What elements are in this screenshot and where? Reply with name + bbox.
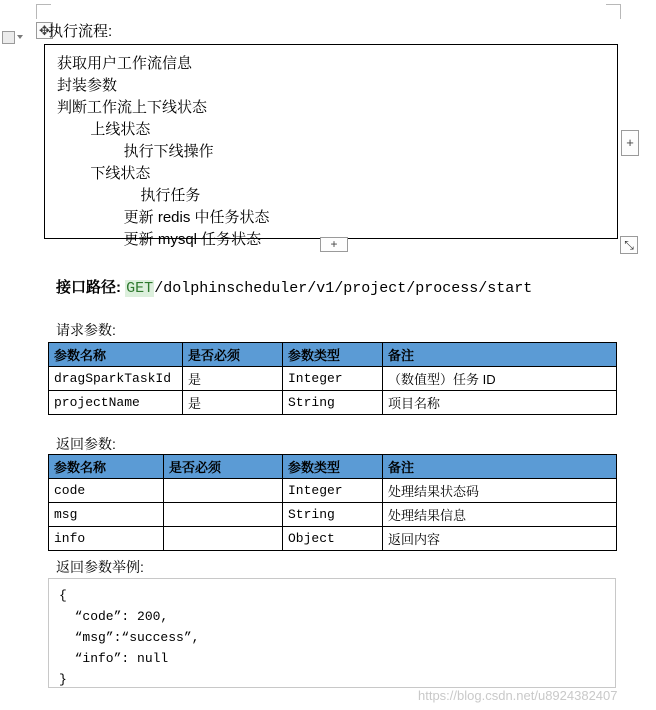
response-params-title: 返回参数: — [56, 436, 116, 452]
request-params-title: 请求参数: — [56, 322, 116, 338]
chevron-down-icon[interactable] — [17, 35, 23, 39]
cell-required: 是 — [183, 391, 283, 415]
table-row — [49, 391, 617, 415]
flow-line-list — [45, 45, 617, 251]
cell-param-name: code — [49, 479, 164, 503]
cell-remark: 返回内容 — [383, 527, 617, 551]
resize-handle-icon[interactable]: ⤡ — [620, 236, 638, 254]
cell-remark: 处理结果状态码 — [383, 479, 617, 503]
cell-type: Integer — [283, 367, 383, 391]
column-header: 参数类型 — [283, 455, 383, 479]
column-header: 参数名称 — [49, 343, 183, 367]
cell-type: String — [283, 391, 383, 415]
expand-bottom-button[interactable]: + — [320, 237, 348, 252]
table-row — [49, 479, 617, 503]
cell-remark: （数值型）任务 ID — [383, 367, 617, 391]
cell-type: String — [283, 503, 383, 527]
table-row — [49, 503, 617, 527]
api-path-line — [56, 278, 532, 299]
toolbar-square-icon[interactable] — [2, 31, 15, 44]
flow-title: 执行流程: — [48, 23, 113, 40]
code-line: “info”: null — [59, 651, 169, 666]
cell-param-name: projectName — [49, 391, 183, 415]
column-header: 是否必须 — [183, 343, 283, 367]
cell-remark: 处理结果信息 — [383, 503, 617, 527]
flow-diagram-box[interactable] — [44, 44, 618, 248]
flow-line: 获取用户工作流信息 — [57, 55, 193, 72]
column-header: 是否必须 — [164, 455, 283, 479]
table-row — [49, 527, 617, 551]
flow-line: 判断工作流上下线状态 — [57, 99, 208, 116]
code-line: “code”: 200, — [59, 609, 169, 624]
api-path-label: 接口路径: — [56, 279, 121, 296]
toolbar-widget[interactable] — [0, 28, 30, 46]
flow-line: 更新 redis 中任务状态 — [57, 209, 270, 226]
cell-required — [164, 503, 283, 527]
column-header: 备注 — [383, 455, 617, 479]
table-header-row — [49, 455, 617, 479]
code-line: “msg”:“success”, — [59, 630, 200, 645]
cell-param-name: dragSparkTaskId — [49, 367, 183, 391]
example-code-block — [48, 578, 616, 688]
code-line: } — [59, 672, 67, 687]
response-params-table — [48, 454, 617, 551]
cell-remark: 项目名称 — [383, 391, 617, 415]
code-line: { — [59, 588, 67, 603]
cell-param-name: info — [49, 527, 164, 551]
cell-required: 是 — [183, 367, 283, 391]
watermark-text: https://blog.csdn.net/u8924382407 — [418, 688, 618, 703]
expand-right-button[interactable]: + — [621, 130, 639, 156]
flow-line: 执行任务 — [57, 187, 201, 204]
move-handle-icon[interactable]: ✥ — [36, 22, 53, 39]
cell-type: Object — [283, 527, 383, 551]
api-url: /dolphinscheduler/v1/project/process/start — [154, 280, 533, 297]
cell-required — [164, 479, 283, 503]
flow-line: 上线状态 — [57, 121, 151, 138]
table-header-row — [49, 343, 617, 367]
flow-line: 更新 mysql 任务状态 — [57, 231, 262, 248]
cell-type: Integer — [283, 479, 383, 503]
cell-param-name: msg — [49, 503, 164, 527]
cell-required — [164, 527, 283, 551]
example-title: 返回参数举例: — [56, 559, 144, 575]
flow-line: 下线状态 — [57, 165, 151, 182]
column-header: 参数类型 — [283, 343, 383, 367]
flow-line: 封装参数 — [57, 77, 118, 94]
flow-line: 执行下线操作 — [57, 143, 214, 160]
request-params-table — [48, 342, 617, 415]
column-header: 参数名称 — [49, 455, 164, 479]
table-row — [49, 367, 617, 391]
crop-mark-top-right — [606, 4, 621, 19]
api-method-badge: GET — [126, 280, 154, 297]
column-header: 备注 — [383, 343, 617, 367]
crop-mark-top-left — [36, 4, 51, 19]
